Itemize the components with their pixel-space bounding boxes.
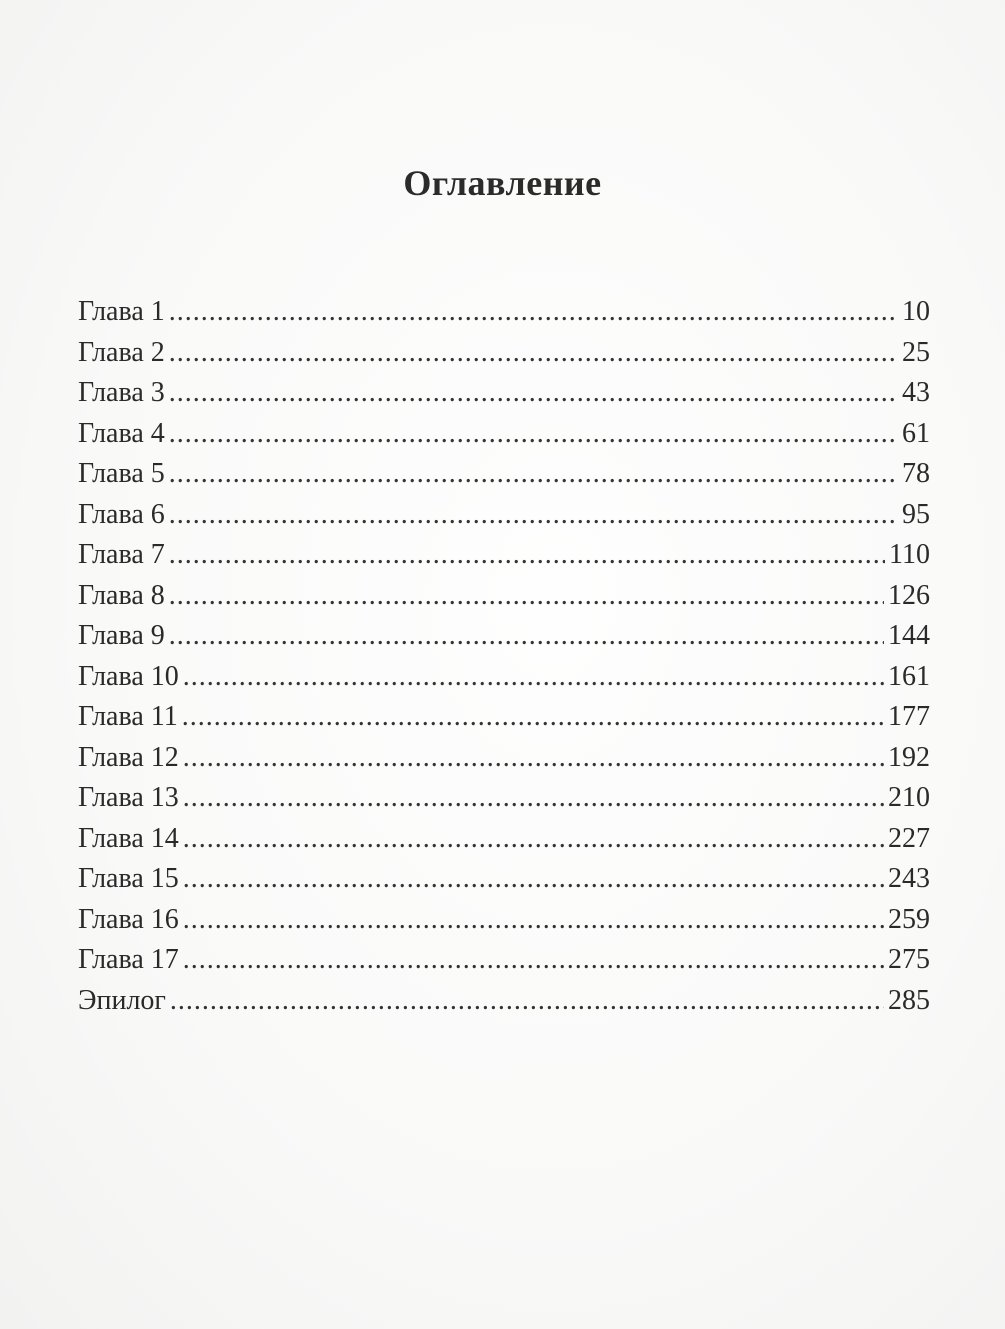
toc-entry bbox=[78, 657, 930, 698]
toc-entry-label: Глава 6 bbox=[78, 498, 165, 530]
toc-entry bbox=[78, 738, 930, 779]
dot-leader bbox=[169, 292, 898, 333]
dot-leader bbox=[183, 900, 884, 941]
toc-entry bbox=[78, 616, 930, 657]
toc-entry bbox=[78, 454, 930, 495]
toc-entry-page: 243 bbox=[888, 863, 930, 894]
toc-entry bbox=[78, 697, 930, 738]
toc-entry-page: 161 bbox=[888, 660, 930, 692]
toc-entry-label: Глава 3 bbox=[78, 377, 165, 408]
toc-entry bbox=[78, 859, 930, 900]
toc-entry bbox=[78, 414, 930, 455]
toc-entry bbox=[78, 576, 930, 617]
toc-entry-page: 285 bbox=[888, 984, 930, 1016]
dot-leader bbox=[183, 778, 884, 819]
toc-entry-label: Глава 12 bbox=[78, 741, 179, 773]
toc-entry-label: Глава 14 bbox=[78, 822, 179, 854]
dot-leader bbox=[183, 859, 884, 900]
dot-leader bbox=[169, 535, 885, 576]
toc-entry-page: 43 bbox=[902, 377, 930, 408]
dot-leader bbox=[183, 738, 884, 779]
toc-entry-label: Глава 2 bbox=[78, 336, 165, 368]
toc-entry bbox=[78, 292, 930, 333]
toc-entry-page: 259 bbox=[888, 903, 930, 935]
toc-entry bbox=[78, 819, 930, 860]
toc-entry-page: 275 bbox=[888, 944, 930, 975]
toc-entry bbox=[78, 940, 930, 981]
dot-leader bbox=[170, 981, 884, 1022]
page-title: Оглавление bbox=[403, 163, 602, 203]
toc-entry-label: Глава 1 bbox=[78, 296, 165, 327]
toc-entry-page: 61 bbox=[902, 417, 930, 449]
toc-entry-page: 227 bbox=[888, 822, 930, 854]
toc-entry-page: 126 bbox=[888, 579, 930, 611]
dot-leader bbox=[169, 333, 898, 374]
dot-leader bbox=[169, 616, 884, 657]
toc-entry-label: Глава 17 bbox=[78, 944, 179, 975]
dot-leader bbox=[183, 819, 884, 860]
toc-entry-page: 192 bbox=[888, 741, 930, 773]
toc-entry-label: Эпилог bbox=[78, 984, 166, 1016]
table-of-contents bbox=[78, 292, 930, 1021]
toc-entry bbox=[78, 535, 930, 576]
toc-entry-epilogue bbox=[78, 981, 930, 1022]
toc-entry-page: 25 bbox=[902, 336, 930, 368]
toc-entry bbox=[78, 373, 930, 414]
toc-entry bbox=[78, 333, 930, 374]
toc-entry-page: 177 bbox=[888, 701, 930, 732]
toc-entry-label: Глава 9 bbox=[78, 620, 165, 651]
toc-entry-page: 10 bbox=[902, 296, 930, 327]
toc-entry-label: Глава 7 bbox=[78, 539, 165, 570]
dot-leader bbox=[182, 697, 884, 738]
dot-leader bbox=[169, 373, 898, 414]
dot-leader bbox=[169, 576, 884, 617]
toc-entry bbox=[78, 495, 930, 536]
dot-leader bbox=[169, 454, 898, 495]
toc-entry bbox=[78, 900, 930, 941]
dot-leader bbox=[169, 495, 898, 536]
toc-entry-label: Глава 15 bbox=[78, 863, 179, 894]
dot-leader bbox=[183, 940, 884, 981]
toc-entry bbox=[78, 778, 930, 819]
dot-leader bbox=[183, 657, 884, 698]
toc-entry-label: Глава 10 bbox=[78, 660, 179, 692]
toc-entry-label: Глава 4 bbox=[78, 417, 165, 449]
toc-entry-label: Глава 16 bbox=[78, 903, 179, 935]
toc-entry-label: Глава 5 bbox=[78, 458, 165, 489]
toc-entry-label: Глава 8 bbox=[78, 579, 165, 611]
toc-entry-page: 110 bbox=[889, 539, 930, 570]
toc-entry-label: Глава 11 bbox=[78, 701, 178, 732]
toc-entry-page: 78 bbox=[902, 458, 930, 489]
toc-entry-page: 210 bbox=[888, 782, 930, 813]
toc-entry-label: Глава 13 bbox=[78, 782, 179, 813]
toc-entry-page: 95 bbox=[902, 498, 930, 530]
toc-entry-page: 144 bbox=[888, 620, 930, 651]
dot-leader bbox=[169, 414, 898, 455]
